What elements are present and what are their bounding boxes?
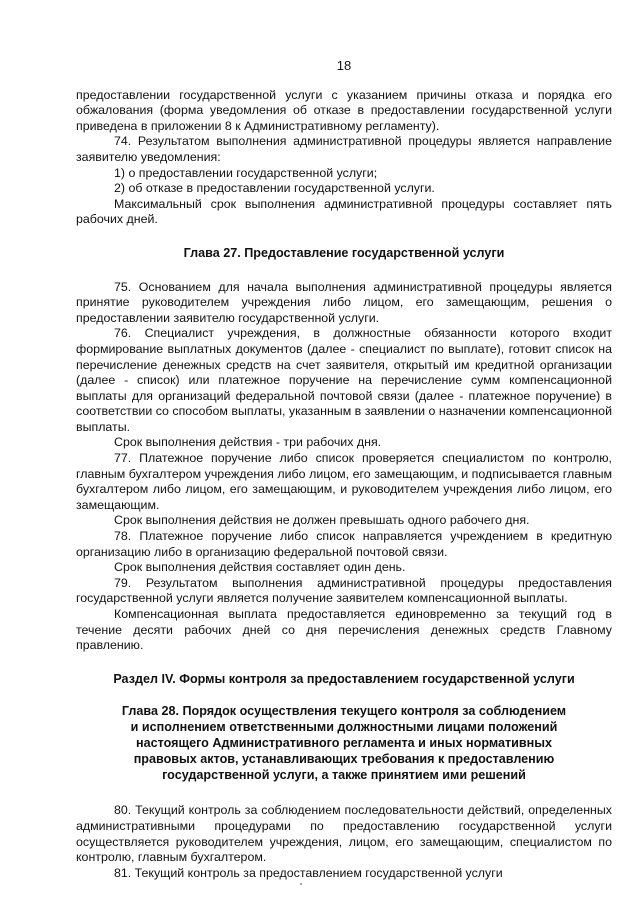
- section-4-heading: Раздел IV. Формы контроля за предоставлением государственной услуги: [113, 671, 575, 686]
- paragraph: 74. Результатом выполнения административной процедуры является направление заявителю уведомления:: [76, 134, 612, 164]
- paragraph: Срок выполнения действия не должен превышать одного рабочего дня.: [114, 513, 530, 528]
- paragraph: 79. Результатом выполнения административной процедуры предоставления государственной услуги является получение заявителем компенсационной выплаты.: [76, 575, 612, 606]
- paragraph: Компенсационная выплата предоставляется единовременно за текущий год в течение десяти рабочих дней со дня перечисления денежных средств Главному правлению.: [76, 607, 612, 653]
- page-number: 18: [336, 58, 352, 73]
- paragraph: предоставлении государственной услуги с указанием причины отказа и порядка его обжалования (форма уведомления об отказе в предоставлении государственной услуги приведена в приложении 8 к Административному регламенту).: [76, 87, 612, 133]
- paragraph: 2) об отказе в предоставлении государственной услуги.: [114, 181, 435, 196]
- chapter-28-heading-line: государственной услуги, а также принятием ими решений: [162, 768, 526, 783]
- chapter-28-heading-line: правовых актов, устанавливающих требования к предоставлению: [133, 752, 555, 767]
- paragraph: Срок выполнения действия - три рабочих дня.: [114, 435, 382, 450]
- paragraph: 80. Текущий контроль за соблюдением последовательности действий, определенных административными процедурами по предоставлению государственной услуги осуществляется руководителем учреждения, лицом, его замещающим, специалистом по контролю, главным бухгалтером.: [76, 803, 612, 865]
- chapter-28-heading-line: и исполнением ответственными должностными лицами положений: [130, 720, 558, 735]
- chapter-27-heading: Глава 27. Предоставление государственной услуги: [183, 245, 505, 260]
- chapter-28-heading-line: настоящего Административного регламента и иных нормативных: [135, 736, 553, 751]
- paragraph: 81. Текущий контроль за предоставлением государственной услуги: [114, 865, 503, 880]
- paragraph: Срок выполнения действия составляет один день.: [114, 560, 406, 575]
- chapter-28-heading-line: Глава 28. Порядок осуществления текущего контроля за соблюдением: [121, 704, 567, 719]
- paragraph: Максимальный срок выполнения административной процедуры составляет пять рабочих дней.: [76, 196, 612, 227]
- paragraph: 1) о предоставлении государственной услуги;: [114, 165, 378, 180]
- paragraph: 77. Платежное поручение либо список проверяется специалистом по контролю, главным бухгалтером учреждения либо лицом, его замещающим, и подписывается главным бухгалтером либо лицом, его замещающим, и руководителем учреждения либо лицом, его замещающим.: [76, 451, 612, 512]
- paragraph: 76. Специалист учреждения, в должностные обязанности которого входит формирование выплатных документов (далее - специалист по выплате), готовит список на перечисление денежных средств на счет заявителя, открытый им кредитной организации (далее - список) или платежное поручение на перечисление сумм компенсационной выплаты для организаций федеральной почтовой связи (далее - платежное поручение) в соответствии со способом выплаты, указанным в заявлении о назначении компенсационной выплаты.: [76, 326, 612, 434]
- paragraph: 78. Платежное поручение либо список направляется учреждением в кредитную организацию либо в организацию федеральной почтовой связи.: [76, 529, 612, 559]
- paragraph: 75. Основанием для начала выполнения административной процедуры является принятие руководителем учреждения либо лицом, его замещающим, решения о предоставлении заявителю государственной услуги.: [76, 279, 612, 325]
- paragraphs-bottom: [76, 803, 612, 881]
- scan-speck: [300, 883, 302, 885]
- paragraphs-middle: [76, 280, 612, 654]
- chapter-28-heading: [76, 703, 612, 783]
- paragraphs-top: [76, 88, 612, 228]
- document-page: [76, 58, 612, 881]
